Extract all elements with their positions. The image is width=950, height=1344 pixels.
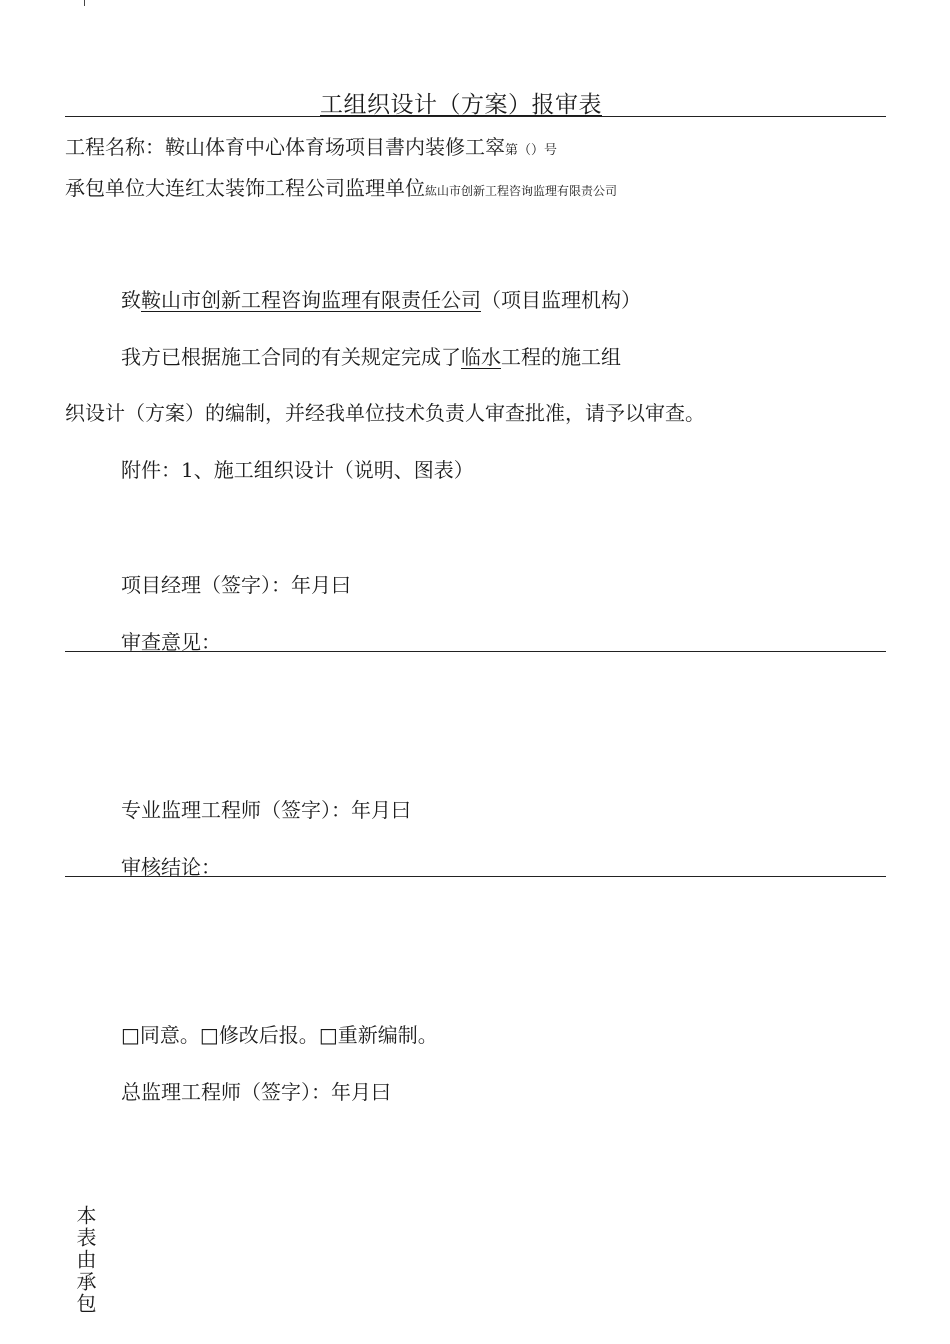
checkbox-icon: □ bbox=[199, 1023, 219, 1047]
project-label: 工程名称： bbox=[65, 135, 165, 159]
project-name: 鞍山体育中心体育场项目書内装修工窣 bbox=[165, 135, 505, 159]
review-rule bbox=[65, 651, 886, 652]
corner-crop-mark bbox=[84, 0, 85, 6]
option-label: 同意。 bbox=[139, 1023, 200, 1047]
form-title: 工组织设计（方案）报审表 bbox=[320, 92, 602, 118]
supervisor-label: 监理单位 bbox=[345, 176, 425, 200]
form-number: 第（）号 bbox=[505, 143, 558, 158]
contractor-name: 大连红太装饰工程公司 bbox=[145, 176, 345, 200]
supervisor-name: 紘山市创新工程咨询监理有限责公司 bbox=[425, 184, 618, 198]
option-revise[interactable] bbox=[200, 1023, 319, 1047]
checkbox-icon: □ bbox=[121, 1023, 140, 1047]
addressee-company: 鞍山市创新工程咨询监理有限责任公司 bbox=[141, 288, 481, 312]
vertical-footnote: 本表由承包 bbox=[73, 1205, 97, 1315]
addressee-prefix: 致 bbox=[121, 288, 141, 312]
body-text-b: 工程的施工组 bbox=[501, 345, 621, 369]
checkbox-icon: □ bbox=[318, 1023, 338, 1047]
addressee-suffix: （项目监理机构） bbox=[481, 288, 641, 312]
conclusion-options bbox=[121, 1019, 438, 1048]
engineer-signature-line: 专业监理工程师（签字）：年月曰 bbox=[121, 798, 411, 822]
option-label: 修改后报。 bbox=[218, 1023, 319, 1047]
audit-conclusion-label: 审核结论： bbox=[121, 855, 221, 879]
option-label: 重新编制。 bbox=[337, 1023, 438, 1047]
body-line-2: 织设计（方案）的编制，并经我单位技术负责人审查批准，请予以审查。 bbox=[65, 401, 705, 425]
units-row bbox=[65, 172, 617, 201]
title-rule bbox=[65, 116, 886, 117]
chief-signature-line: 总监理工程师（签字）：年月曰 bbox=[121, 1080, 391, 1104]
project-scope: 临水 bbox=[461, 345, 501, 369]
body-line-1 bbox=[121, 341, 621, 370]
body-text-a: 我方已根据施工合同的有关规定完成了 bbox=[121, 345, 461, 369]
contractor-label: 承包单位 bbox=[65, 176, 145, 200]
pm-signature-line: 项目经理（签字）：年月曰 bbox=[121, 573, 351, 597]
project-row bbox=[65, 131, 557, 160]
attachment-line: 附件：1、施工组织设计（说明、图表） bbox=[121, 458, 474, 482]
option-agree[interactable] bbox=[121, 1023, 200, 1047]
option-redo[interactable] bbox=[319, 1023, 438, 1047]
audit-rule bbox=[65, 876, 886, 877]
addressee-line bbox=[121, 284, 641, 313]
review-opinion-label: 审查意见： bbox=[121, 630, 221, 654]
